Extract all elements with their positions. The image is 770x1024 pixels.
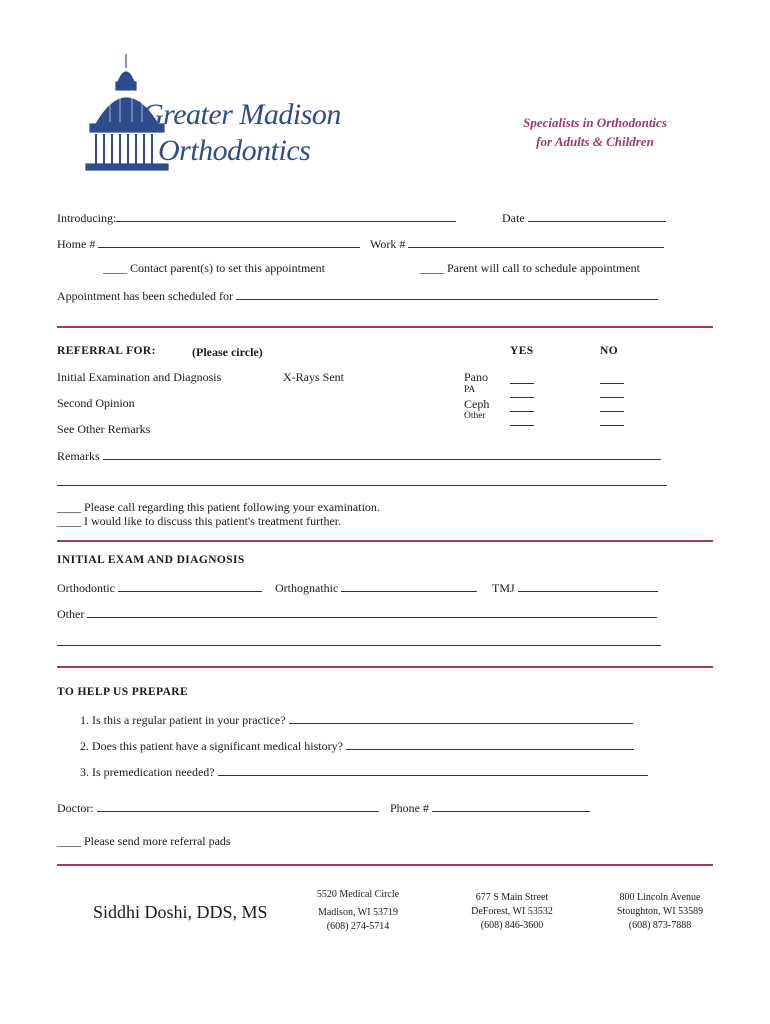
- logo-text-line1: Greater Madison: [142, 98, 341, 131]
- tmj-label: TMJ: [492, 581, 515, 595]
- phone-field[interactable]: [390, 800, 590, 816]
- call-option-2[interactable]: ____ I would like to discuss this patient's treatment further.: [57, 514, 342, 528]
- contact-parent-option[interactable]: ____ Contact parent(s) to set this appointment: [103, 261, 325, 275]
- question-medical-history[interactable]: 2. Does this patient have a significant medical history?: [80, 738, 634, 754]
- logo-text-line2: Orthodontics: [158, 134, 311, 167]
- divider: [57, 326, 713, 328]
- home-phone-field[interactable]: [57, 236, 360, 252]
- divider: [57, 540, 713, 542]
- tagline-line1: Specialists in Orthodontics: [523, 115, 667, 130]
- referral-pads-option[interactable]: ____ Please send more referral pads: [57, 834, 231, 848]
- other-label: Other: [57, 607, 85, 621]
- office-madison: 5520 Medical Circle Madison, WI 53719 (608) 274-5714: [316, 889, 400, 932]
- office-stoughton: 800 Lincoln Avenue Stoughton, WI 53589 (608) 873-7888: [616, 892, 704, 931]
- xray-pa[interactable]: PA: [464, 385, 476, 395]
- date-field[interactable]: [502, 210, 666, 226]
- introducing-label: Introducing:: [57, 211, 117, 225]
- work-phone-field[interactable]: [370, 236, 664, 252]
- orthodontic-field[interactable]: [57, 580, 262, 596]
- prepare-heading: TO HELP US PREPARE: [57, 686, 189, 698]
- xray-pano[interactable]: Pano: [464, 370, 488, 384]
- remarks-label: Remarks: [57, 449, 100, 463]
- tagline-line2: for Adults & Children: [536, 134, 654, 149]
- referral-item-see-remarks[interactable]: See Other Remarks: [57, 422, 151, 436]
- logo: [80, 52, 341, 182]
- appointment-label: Appointment has been scheduled for: [57, 289, 233, 303]
- remarks-field[interactable]: [57, 448, 661, 464]
- orthodontic-label: Orthodontic: [57, 581, 115, 595]
- date-label: Date: [502, 211, 525, 225]
- referral-item-initial-exam[interactable]: Initial Examination and Diagnosis: [57, 370, 222, 384]
- tmj-field[interactable]: [492, 580, 658, 596]
- divider: [57, 666, 713, 668]
- other-field[interactable]: [57, 606, 657, 622]
- exam-heading: INITIAL EXAM AND DIAGNOSIS: [57, 554, 245, 566]
- divider: [57, 864, 713, 866]
- xray-other[interactable]: Other: [464, 411, 486, 421]
- introducing-field[interactable]: [57, 210, 456, 226]
- no-column-header: NO: [600, 345, 619, 357]
- other-line-2[interactable]: [57, 634, 661, 650]
- doctor-label: Doctor:: [57, 801, 94, 815]
- home-label: Home #: [57, 237, 96, 251]
- call-option-1[interactable]: ____ Please call regarding this patient following your examination.: [57, 500, 380, 514]
- referral-heading: REFERRAL FOR:: [57, 345, 156, 357]
- parent-will-call-option[interactable]: ____ Parent will call to schedule appointment: [420, 261, 640, 275]
- yes-column-header: YES: [510, 345, 534, 357]
- doctor-signature-name: Siddhi Doshi, DDS, MS: [93, 902, 268, 922]
- orthognathic-label: Orthognathic: [275, 581, 339, 595]
- doctor-field[interactable]: [57, 800, 379, 816]
- question-regular-patient[interactable]: 1. Is this a regular patient in your practice?: [80, 712, 633, 728]
- orthognathic-field[interactable]: [275, 580, 477, 596]
- appointment-field[interactable]: [57, 288, 658, 304]
- question-premedication[interactable]: 3. Is premedication needed?: [80, 764, 648, 780]
- xray-ceph[interactable]: Ceph: [464, 397, 490, 411]
- work-label: Work #: [370, 237, 406, 251]
- please-circle-note: (Please circle): [192, 345, 263, 359]
- phone-label: Phone #: [390, 801, 429, 815]
- office-deforest: 677 S Main Street DeForest, WI 53532 (608) 846-3600: [471, 892, 553, 931]
- xrays-sent-label: X-Rays Sent: [283, 370, 344, 384]
- referral-item-second-opinion[interactable]: Second Opinion: [57, 396, 135, 410]
- remarks-line-2[interactable]: [57, 474, 667, 490]
